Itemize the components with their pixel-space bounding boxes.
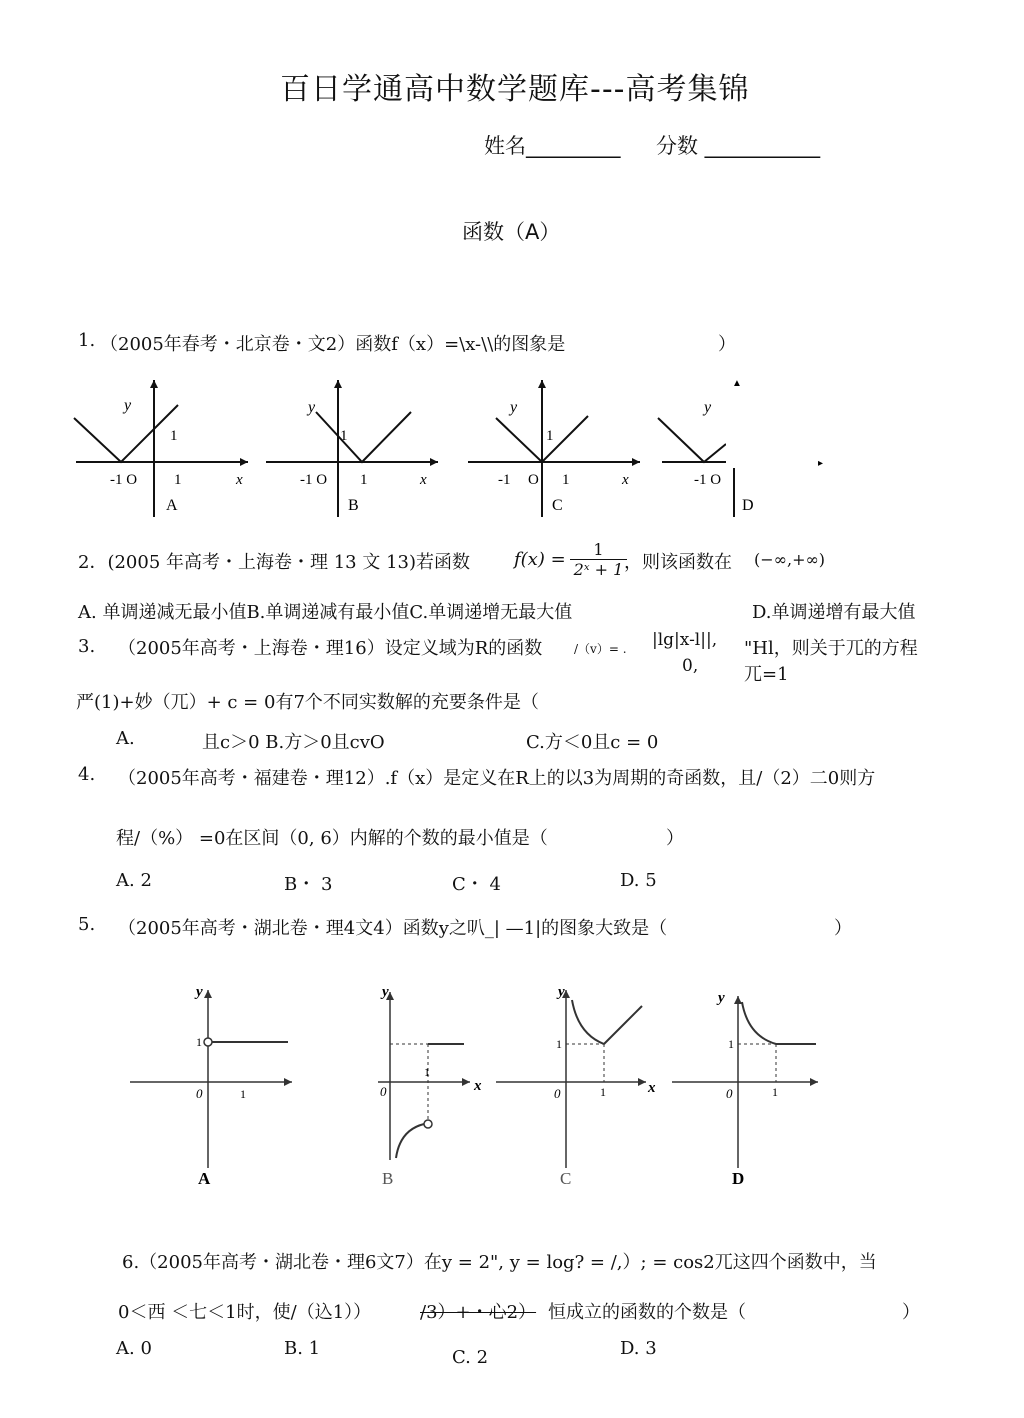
- q2-denominator: 2ˣ + 1: [573, 560, 624, 579]
- q1-d-arrow-mark: ▲: [732, 378, 742, 389]
- q5-d-zero: 0: [726, 1086, 733, 1101]
- q5-d-x-one: 1: [772, 1085, 778, 1099]
- question-6-option-c: C. 2: [452, 1347, 489, 1368]
- q5-c-x-one: 1: [600, 1085, 606, 1099]
- q5-c-y-label: y: [558, 984, 565, 1000]
- question-2-interval: (−∞,+∞): [754, 550, 826, 569]
- q5-b-y-label: y: [382, 984, 389, 1000]
- question-4-option-a: A. 2: [116, 870, 152, 891]
- score-field-label: 分数 ___________: [656, 134, 821, 158]
- question-6-option-b: B. 1: [284, 1338, 321, 1359]
- q1-graph-a: [74, 380, 248, 517]
- q5-graph-a: [130, 984, 292, 1188]
- q5-b-zero: 0: [380, 1084, 387, 1099]
- q5-d-letter: D: [732, 1169, 745, 1188]
- question-3-piece1: |lg|x-l||,: [652, 630, 718, 650]
- q5-graph-d: [672, 990, 818, 1188]
- question-2-option-d: D.单调递增有最大值: [752, 602, 916, 623]
- q5-a-one: 1: [196, 1035, 202, 1049]
- q2-fraction: [570, 540, 628, 579]
- q5-a-y-label: y: [196, 984, 203, 1000]
- question-1-close: ）: [718, 334, 736, 355]
- q1-c-x-one: 1: [562, 472, 570, 488]
- q1-graph-c: [468, 380, 640, 517]
- question-1-graphs: [66, 372, 836, 522]
- q1-c-x-label: x: [622, 472, 629, 488]
- question-6-option-a: A. 0: [116, 1338, 152, 1359]
- q5-a-x-one: 1: [240, 1087, 246, 1101]
- question-3-right1: "Hl，则关于兀的方程: [744, 638, 918, 659]
- q5-c-one: 1: [556, 1037, 562, 1051]
- q1-a-one-label: 1: [170, 428, 178, 444]
- question-3-number: 3.: [78, 636, 96, 657]
- question-3-option-c: C.方＜0且c = 0: [526, 732, 659, 753]
- question-2-formula: [514, 540, 627, 579]
- name-field-label: 姓名_________: [484, 134, 621, 158]
- question-4-number: 4.: [78, 764, 96, 785]
- question-5-close: ）: [834, 918, 852, 939]
- q1-a-x-label: x: [236, 472, 243, 488]
- q1-b-letter: B: [348, 497, 359, 514]
- q1-d-y-label: y: [704, 399, 712, 416]
- question-3-option-ab: 且c＞0 B.方＞0且cvO: [202, 732, 385, 753]
- q5-a-letter: A: [198, 1169, 211, 1188]
- question-4-text: （2005年高考・福建卷・理12）.f（x）是定义在R上的以3为周期的奇函数，且/（2）二0则方: [118, 768, 876, 789]
- q1-a-y-label: y: [124, 397, 132, 414]
- question-1-number: 1.: [78, 330, 96, 351]
- question-3-text: （2005年高考・上海卷・理16）设定义域为R的函数: [118, 638, 543, 659]
- question-3-small: /（v）= .: [574, 642, 627, 656]
- question-3-line2: 严(1)+妙（兀）+ c = 0有7个不同实数解的充要条件是（: [76, 692, 539, 713]
- question-5-number: 5.: [78, 914, 96, 935]
- page-title: 百日学通高中数学题库---高考集锦: [280, 72, 750, 107]
- question-3-option-a: A.: [116, 728, 135, 749]
- question-6-line2-a: 0＜西 ＜七＜1时，使/（込1））: [118, 1302, 372, 1323]
- question-4-line2: 程/（%） =0在区间（0, 6）内解的个数的最小值是（: [116, 828, 548, 849]
- question-4-option-d: D. 5: [620, 870, 657, 891]
- q5-b-x-label: x: [474, 1078, 482, 1094]
- q1-a-origin-label: -1 O: [110, 472, 138, 488]
- q1-c-y-label: y: [510, 399, 518, 416]
- q1-b-one-label: 1: [340, 428, 348, 444]
- q1-d-origin-label: -1 O: [694, 472, 722, 488]
- q5-graph-b: [378, 984, 482, 1188]
- q5-c-zero: 0: [554, 1086, 561, 1101]
- q1-graph-d: [658, 378, 823, 517]
- question-2-text: 2．(2005 年高考・上海卷・理 13 文 13)若函数: [78, 552, 470, 573]
- question-1-text: （2005年春考・北京卷・文2）函数f（x）=\x-\\的图象是: [100, 334, 566, 355]
- question-5-graphs: [120, 978, 830, 1198]
- question-4-close: ）: [666, 828, 684, 849]
- q1-graph-b: [266, 380, 438, 517]
- section-heading: 函数（A）: [462, 220, 561, 244]
- q2-fx: f(x) =: [514, 549, 566, 570]
- q1-b-y-label: y: [308, 399, 316, 416]
- question-2-text-post: ，则该函数在: [624, 552, 732, 573]
- q5-graph-c: [496, 984, 656, 1188]
- q5-c-x-label: x: [648, 1080, 656, 1096]
- question-6-close: ）: [902, 1302, 920, 1323]
- q5-b-x-one: 1: [424, 1065, 430, 1079]
- q5-a-zero: 0: [196, 1086, 203, 1101]
- q1-d-arrow-x: ▸: [818, 458, 824, 469]
- q5-d-y-label: y: [718, 990, 725, 1006]
- q1-c-letter: C: [552, 497, 563, 514]
- q1-a-letter: A: [166, 497, 178, 514]
- q1-b-x-label: x: [420, 472, 427, 488]
- q1-b-x-one: 1: [360, 472, 368, 488]
- q1-c-origin-label: O: [528, 472, 539, 488]
- q5-d-one: 1: [728, 1037, 734, 1051]
- question-6-option-d: D. 3: [620, 1338, 657, 1359]
- q5-b-letter: B: [382, 1169, 394, 1188]
- q1-a-x-one: 1: [174, 472, 182, 488]
- q5-c-letter: C: [560, 1169, 572, 1188]
- question-5-text: （2005年高考・湖北卷・理4文4）函数y之叭_| —1|的图象大致是（: [118, 918, 668, 939]
- question-4-option-b: B・ 3: [284, 874, 333, 895]
- question-2-options-abc: A. 单调递减无最小值B.单调递减有最小值C.单调递增无最大值: [78, 602, 573, 623]
- question-6-line1: 6.（2005年高考・湖北卷・理6文7）在y = 2", y = log? = /,）; = cos2兀这四个函数中，当: [122, 1252, 877, 1273]
- question-6-line2-strike: /3）+・心2）: [420, 1302, 537, 1323]
- question-6-line2-b: 恒成立的函数的个数是（: [548, 1302, 746, 1323]
- q1-b-origin-label: -1 O: [300, 472, 328, 488]
- q1-d-letter: D: [742, 497, 754, 514]
- question-3-piece2: 0,: [682, 656, 699, 676]
- question-4-option-c: C・ 4: [452, 874, 501, 895]
- question-3-right2: 兀=1: [744, 664, 789, 685]
- q2-numerator: 1: [570, 540, 628, 560]
- q1-c-one-label: 1: [546, 428, 554, 444]
- q1-c-m1-label: -1: [498, 472, 511, 488]
